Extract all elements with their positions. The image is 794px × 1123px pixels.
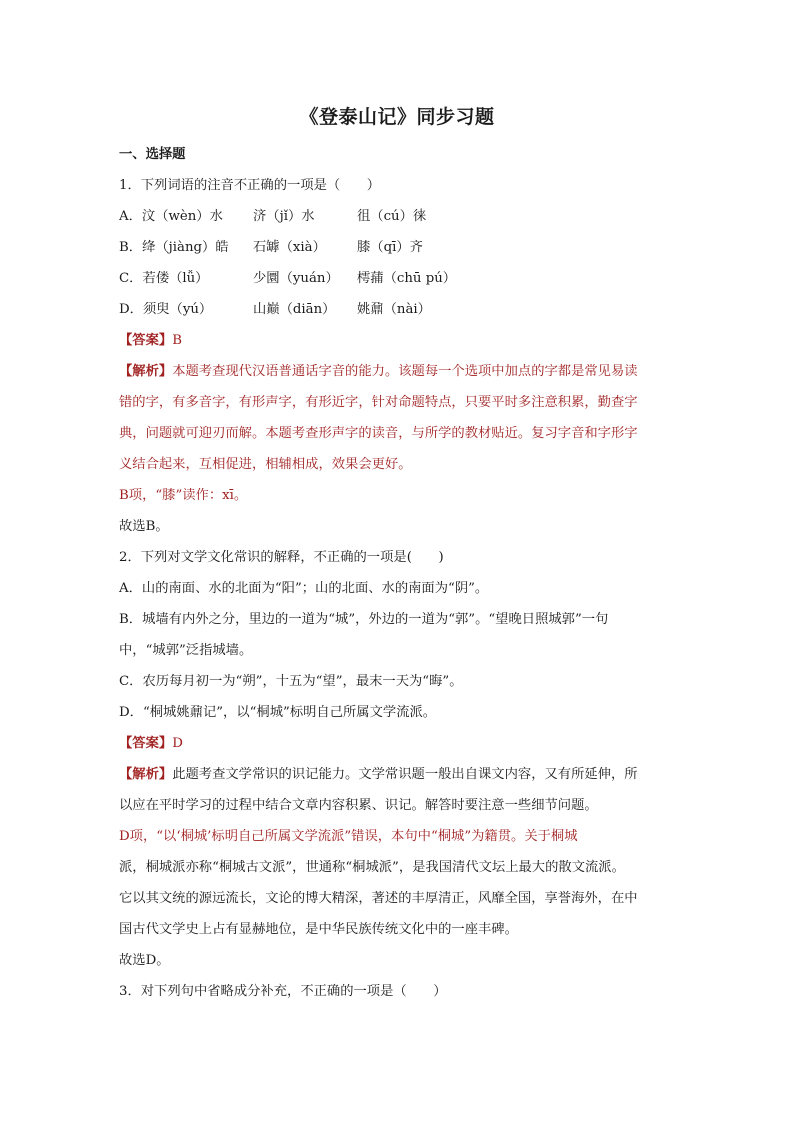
q1-analysis-line-4: 义结合起来，互相促进，相辅相成，效果会更好。 xyxy=(119,457,412,472)
q1-analysis-line-1: 【解析】本题考查现代汉语普通话字音的能力。该题每一个选项中加点的字都是常见易读 xyxy=(119,364,638,379)
answer-value: D xyxy=(172,736,183,751)
answer-value: B xyxy=(172,333,182,348)
q2-option-d: D．“桐城姚鼐记”，以“桐城”标明自己所属文学流派。 xyxy=(119,705,437,720)
q2-detail-line-3: 它以其文统的源远流长，文论的博大精深，著述的丰厚清正，风靡全国，享誉海外，在中 xyxy=(119,891,638,906)
q2-option-b-cont: 中，“城郭”泛指城墙。 xyxy=(119,643,253,658)
q1-stem: 1．下列词语的注音不正确的一项是（ ） xyxy=(119,178,381,193)
q2-option-c: C．农历每月初一为“朔”，十五为“望”，最末一天为“晦”。 xyxy=(119,674,463,689)
q2-detail-line-4: 国古代文学史上占有显赫地位，是中华民族传统文化中的一座丰碑。 xyxy=(119,922,518,937)
page-title: 《登泰山记》同步习题 xyxy=(299,106,495,128)
q2-analysis-line-2: 以应在平时学习的过程中结合文章内容积累、识记。解答时要注意一些细节问题。 xyxy=(119,798,598,813)
section-heading: 一、选择题 xyxy=(119,147,186,162)
q2-detail-line-2: 派，桐城派亦称“桐城古文派”，世通称“桐城派”，是我国清代文坛上最大的散文流派。 xyxy=(119,860,625,875)
document-page: 《登泰山记》同步习题 一、选择题 1．下列词语的注音不正确的一项是（ ） A．汶（wèn）水 济（jǐ）水 徂（cú）徕 B．绛（jiàng）皓 石罅（xià） 膝（qī）齐 C．若偻（lǚ） 少圜（yuán） 樗蒱（chū pú） D．须臾（yú） 山巅（diān） 姚鼐（nài） 【答案】B 【解析】本题考查现代汉语普通话字音的能力。该题每一个选项中加点的字都是常见易读 错的字，有多音字，有形声字，有形近字，针对命题特点，只要平时多注意积累，勤查字 典，问题就可迎刃而解。本题考查形声字的读音，与所学的教材贴近。复习字音和字形字 义结合起来，互相促进，相辅相成，效果会更好。 B项，“膝”读作：xī。 故选B。 2．下列对文学文化常识的解释，不正确的一项是( ) A．山的南面、水的北面为“阳”；山的北面、水的南面为“阴”。 B．城墙有内外之分，里边的一道为“城”，外边的一道为“郭”。“望晚日照城郭”一句 中，“城郭”泛指城墙。 C．农历每月初一为“朔”，十五为“望”，最末一天为“晦”。 D．“桐城姚鼐记”，以“桐城”标明自己所属文学流派。 【答案】D 【解析】此题考查文学常识的识记能力。文学常识题一般出自课文内容，又有所延伸，所 以应在平时学习的过程中结合文章内容积累、识记。解答时要注意一些细节问题。 D项，“以‘桐城’标明自己所属文学流派”错误，本句中“桐城”为籍贯。关于桐城 派，桐城派亦称“桐城古文派”，世通称“桐城派”，是我国清代文坛上最大的散文流派。 它以其文统的源远流长，文论的博大精深，著述的丰厚清正，风靡全国，享誉海外，在中 国古代文学史上占有显赫地位，是中华民族传统文化中的一座丰碑。 故选D。 3．对下列句中省略成分补充，不正确的一项是（ ） xyxy=(0,0,794,1123)
q2-stem: 2．下列对文学文化常识的解释，不正确的一项是( ) xyxy=(119,550,444,565)
q2-detail-line-1: D项，“以‘桐城’标明自己所属文学流派”错误，本句中“桐城”为籍贯。关于桐城 xyxy=(119,829,578,844)
q1-answer xyxy=(119,331,182,351)
answer-label: 【答案】 xyxy=(119,736,173,751)
q2-option-b: B．城墙有内外之分，里边的一道为“城”，外边的一道为“郭”。“望晚日照城郭”一句 xyxy=(119,612,609,627)
q1-analysis-line-2: 错的字，有多音字，有形声字，有形近字，针对命题特点，只要平时多注意积累，勤查字 xyxy=(119,395,638,410)
q1-note: B项，“膝”读作：xī。 xyxy=(119,488,248,503)
analysis-label: 【解析】 xyxy=(119,364,173,379)
q3-stem: 3．对下列句中省略成分补充，不正确的一项是（ ） xyxy=(119,984,447,999)
q2-conclusion: 故选D。 xyxy=(119,953,170,968)
q2-analysis-line-1: 【解析】此题考查文学常识的识记能力。文学常识题一般出自课文内容，又有所延伸，所 xyxy=(119,767,638,782)
answer-label: 【答案】 xyxy=(119,333,173,348)
analysis-label: 【解析】 xyxy=(119,767,173,782)
q1-conclusion: 故选B。 xyxy=(119,519,169,534)
q1-analysis-line-3: 典，问题就可迎刃而解。本题考查形声字的读音，与所学的教材贴近。复习字音和字形字 xyxy=(119,426,638,441)
q2-option-a: A．山的南面、水的北面为“阳”；山的北面、水的南面为“阴”。 xyxy=(119,581,489,596)
q2-answer xyxy=(119,734,183,754)
